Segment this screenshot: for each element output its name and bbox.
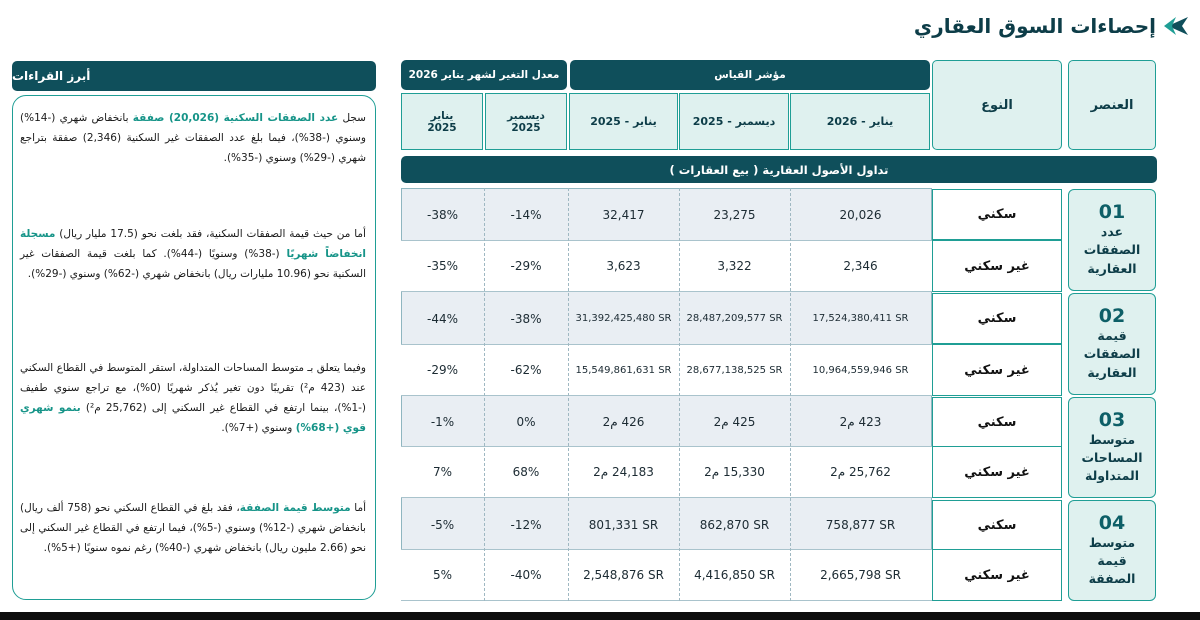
highlight-text: عدد الصفقات السكنية (20,026) صفقة: [132, 112, 339, 124]
value-dec-2025: 3,322: [717, 259, 752, 273]
page-title: إحصاءات السوق العقاري: [913, 14, 1156, 38]
change-vs-jan: -35%: [426, 259, 458, 273]
item-01: [1068, 189, 1156, 291]
change-header: معدل التغير لشهر يناير 2026: [401, 60, 567, 90]
bottom-bar: [0, 612, 1200, 620]
type-cell: غير سكني: [932, 344, 1062, 396]
change-vs-dec: 0%: [516, 414, 536, 429]
type-cell: سكني: [932, 500, 1062, 550]
value-jan-2026: 10,964,559,946 SR: [812, 364, 909, 376]
section-header: تداول الأصول العقارية ( بيع العقارات ): [401, 156, 1157, 183]
change-vs-dec: -62%: [510, 363, 542, 377]
type-cell: سكني: [932, 189, 1062, 240]
item-number: 02: [1098, 305, 1126, 328]
item-name: قيمة الصفقات العقارية: [1083, 328, 1141, 380]
value-jan-2025: 2,548,876 SR: [583, 568, 664, 582]
col-jan-2026: يناير - 2026: [790, 93, 930, 150]
item-name: متوسط قيمة الصفقة: [1088, 534, 1136, 586]
type-cell: سكني: [932, 293, 1062, 344]
change-vs-dec: 68%: [512, 465, 540, 479]
value-jan-2025: 32,417: [602, 207, 645, 222]
type-cell: غير سكني: [932, 240, 1062, 292]
highlight-paragraph-3: [20, 358, 366, 438]
change-vs-dec: -29%: [510, 259, 542, 273]
text-segment: وفيما يتعلق بـ متوسط المساحات المتداولة، استقر المتوسط في القطاع السكني عند (423 م²) تقريبًا دون تغير يُذكر شهريًا (0%)، مع تراجع سنوي طفيف (-1%)، بينما ارتفع في القطاع غير السكني إلى (25,762 م²): [20, 362, 367, 414]
value-dec-2025: 15,330 م2: [704, 465, 765, 479]
value-jan-2026: 20,026: [839, 207, 882, 222]
highlight-paragraph-1: [20, 108, 366, 168]
col-change-dec-2025: ديسمبر 2025: [485, 93, 567, 150]
text-segment: سجل: [338, 112, 366, 124]
value-jan-2025: 426 م2: [602, 414, 645, 429]
change-vs-jan: -29%: [426, 363, 458, 377]
text-segment: ، فقد بلغ في القطاع السكني نحو (758 ألف ريال) بانخفاض شهري (-12%) وسنوي (-5%)، فيما ارتفع في القطاع غير السكني إلى نحو (2.66 مليون ريال) بانخفاض شهري (-40%) رغم نموه سنويًا (+5%).: [20, 502, 366, 554]
item-03: [1068, 397, 1156, 498]
text-segment: بانخفاض شهري (-14%) وسنوي (-38%)، فيما بلغ عدد الصفقات غير السكنية (2,346) صفقة بتراجع شهري (-29%) وسنوي (-35%).: [20, 112, 367, 164]
value-dec-2025: 28,677,138,525 SR: [686, 364, 783, 376]
value-dec-2025: 28,487,209,577 SR: [686, 313, 783, 324]
value-jan-2026: 25,762 م2: [830, 465, 891, 479]
value-dec-2025: 23,275: [713, 207, 756, 222]
type-cell: سكني: [932, 397, 1062, 447]
col-jan-2025: يناير - 2025: [569, 93, 678, 150]
value-jan-2025: 24,183 م2: [593, 465, 654, 479]
value-jan-2025: 801,331 SR: [588, 517, 659, 532]
item-number: 04: [1098, 511, 1126, 534]
change-vs-dec: -38%: [510, 311, 542, 326]
highlight-text: مسجلة انخفاضاً شهريًا: [20, 228, 366, 260]
change-vs-jan: 5%: [432, 568, 453, 582]
highlight-paragraph-2: [20, 224, 366, 284]
value-jan-2026: 2,665,798 SR: [820, 568, 901, 582]
page-title-bar: [914, 14, 1190, 38]
change-vs-dec: -40%: [510, 568, 542, 582]
type-cell: غير سكني: [932, 446, 1062, 498]
value-jan-2026: 423 م2: [839, 414, 882, 429]
change-vs-jan: -5%: [430, 517, 455, 532]
item-04: [1068, 500, 1156, 601]
arrow-logo-icon: [1162, 15, 1190, 37]
highlight-text: بنمو شهري قوي (+68%): [20, 402, 366, 434]
type-cell: غير سكني: [932, 549, 1062, 601]
item-number: 03: [1098, 408, 1126, 431]
text-segment: (-38%) وسنويًا (-44%). كما بلغت قيمة الصفقات غير السكنية نحو (10.96 مليارات ريال) بانخفاض شهري (-62%) وسنوي (-29%).: [20, 248, 366, 280]
value-dec-2025: 425 م2: [713, 414, 756, 429]
col-change-jan-2025: يناير 2025: [401, 93, 483, 150]
item-02: [1068, 293, 1156, 395]
highlights-title: أبرز القراءات: [12, 61, 376, 91]
change-vs-jan: -44%: [426, 311, 458, 326]
value-dec-2025: 4,416,850 SR: [694, 568, 775, 582]
change-vs-dec: -12%: [510, 517, 542, 532]
item-name: متوسط المساحات المتداولة: [1081, 431, 1143, 483]
change-vs-jan: -38%: [426, 207, 458, 222]
col-header-item: العنصر: [1068, 60, 1156, 150]
value-jan-2026: 758,877 SR: [825, 517, 896, 532]
change-vs-dec: -14%: [510, 207, 542, 222]
text-segment: وسنوي (+7%).: [221, 422, 296, 434]
value-dec-2025: 862,870 SR: [699, 517, 770, 532]
value-jan-2025: 3,623: [606, 259, 641, 273]
value-jan-2025: 15,549,861,631 SR: [575, 364, 672, 376]
change-vs-jan: 7%: [432, 465, 453, 479]
text-segment: أما: [350, 502, 366, 514]
item-number: 01: [1098, 201, 1126, 224]
change-vs-jan: -1%: [430, 414, 455, 429]
highlight-paragraph-4: [20, 498, 366, 558]
col-header-type: النوع: [932, 60, 1062, 150]
measure-header: مؤشر القياس: [570, 60, 930, 90]
col-dec-2025: ديسمبر - 2025: [679, 93, 789, 150]
value-jan-2026: 2,346: [843, 259, 878, 273]
highlight-text: متوسط قيمة الصفقة: [239, 502, 351, 514]
item-name: عدد الصفقات العقارية: [1083, 224, 1141, 276]
value-jan-2026: 17,524,380,411 SR: [812, 313, 909, 324]
value-jan-2025: 31,392,425,480 SR: [575, 313, 672, 324]
text-segment: أما من حيث قيمة الصفقات السكنية، فقد بلغت نحو (17.5 مليار ريال): [55, 228, 366, 240]
